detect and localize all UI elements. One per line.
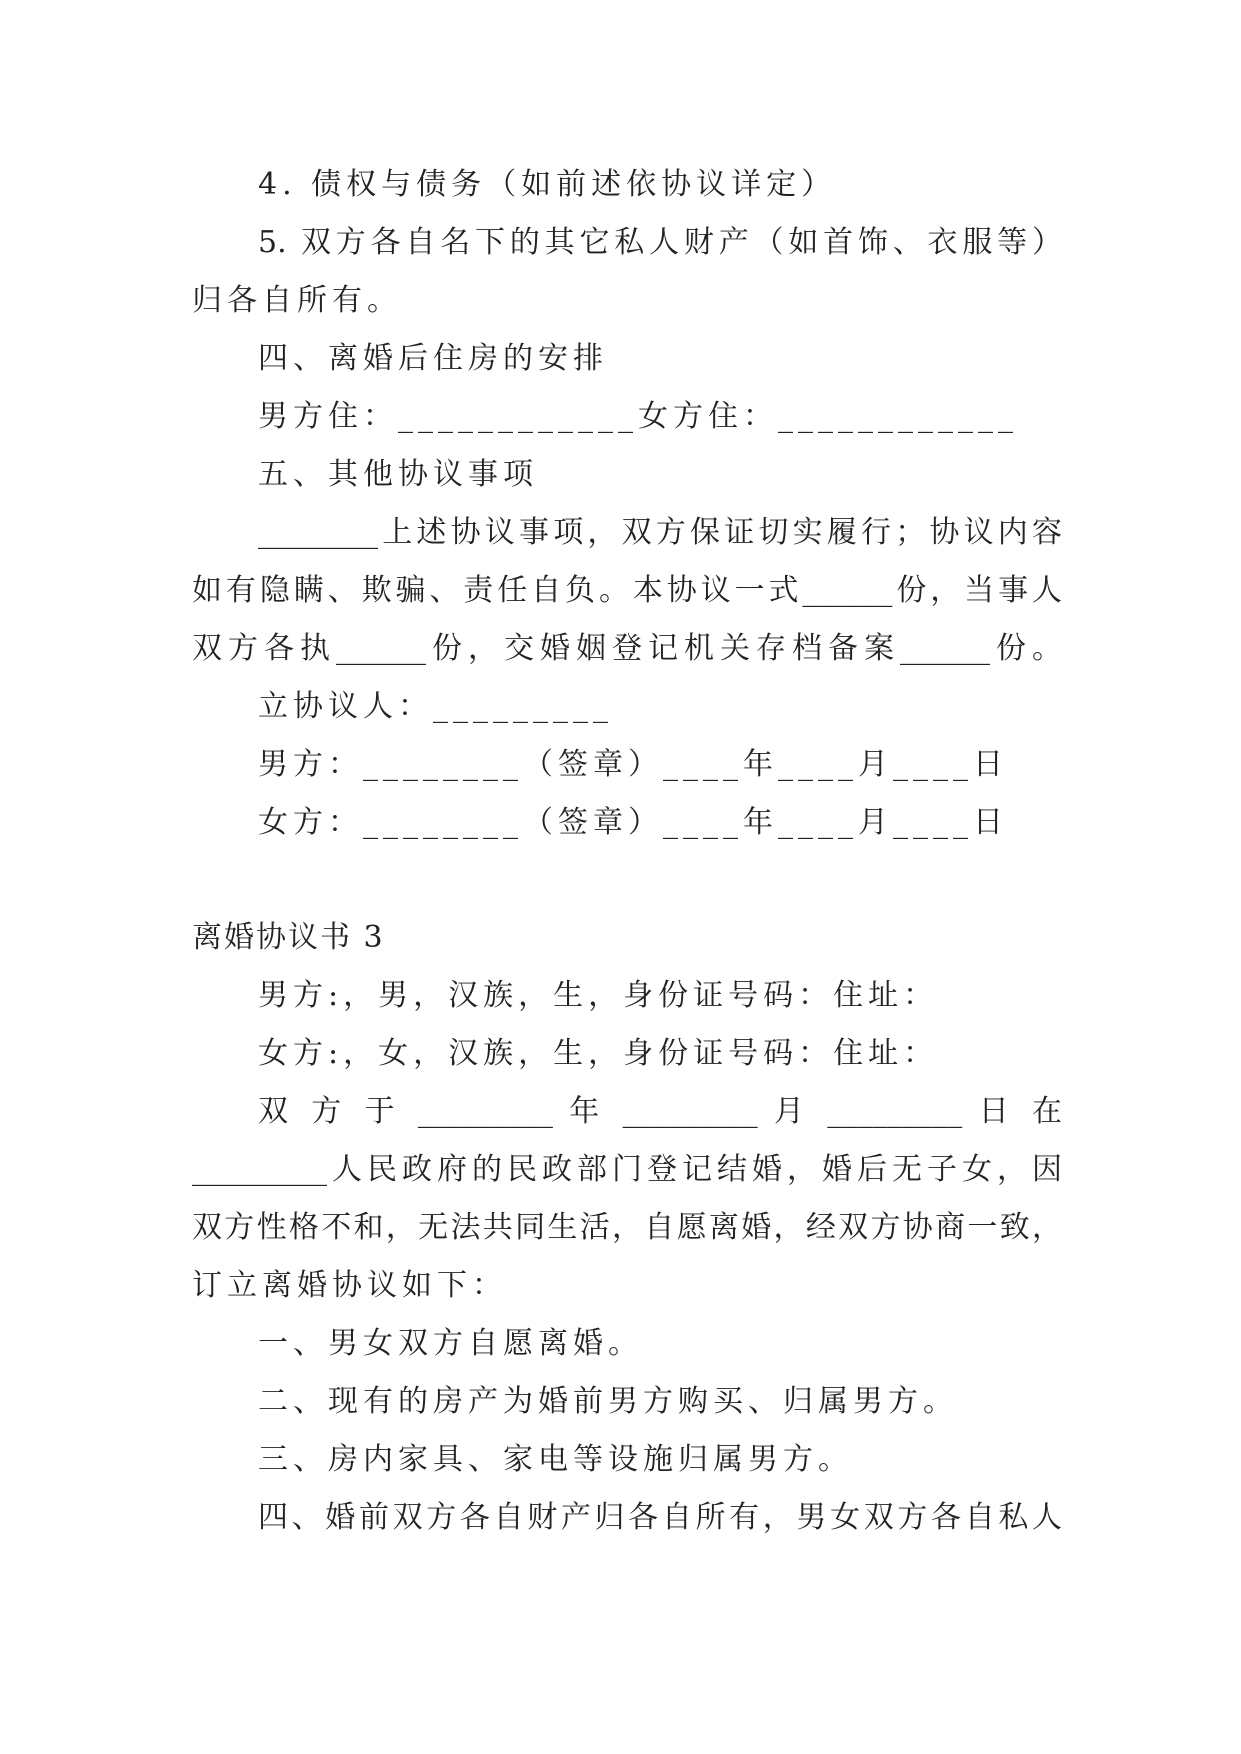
clause-four: 四、婚前双方各自财产归各自所有，男女双方各自私人: [258, 1500, 1062, 1535]
housing-section-heading: 四、离婚后住房的安排: [258, 341, 608, 376]
clause-two: 二、现有的房产为婚前男方购买、归属男方。: [258, 1384, 958, 1419]
clause-three: 三、房内家具、家电等设施归属男方。: [258, 1442, 853, 1477]
male-party-info: 男方:，男，汉族，生，身份证号码：住址：: [258, 978, 939, 1013]
other-matters-paragraph-line-3: 双方各执______份，交婚姻登记机关存档备案______份。: [192, 631, 1062, 666]
signatories-line: 立协议人：_________: [258, 689, 613, 724]
female-signature-line: 女方：________（签章）____年____月____日: [258, 805, 1008, 840]
marriage-registration-line-4: 订立离婚协议如下：: [192, 1268, 507, 1303]
private-property-clause: 5. 双方各自名下的其它私人财产（如首饰、衣服等）: [258, 225, 1062, 260]
clause-one: 一、男女双方自愿离婚。: [258, 1326, 643, 1361]
marriage-registration-line: 双 方 于 _________ 年 _________ 月 _________ 日 在: [258, 1094, 1062, 1129]
private-property-clause-continued: 归各自所有。: [192, 283, 402, 318]
marriage-registration-line-2: _________人民政府的民政部门登记结婚，婚后无子女，因: [192, 1152, 1062, 1187]
marriage-registration-line-3: 双方性格不和，无法共同生活，自愿离婚，经双方协商一致，: [192, 1210, 1062, 1245]
agreement-title: 离婚协议书 3: [192, 920, 385, 955]
other-matters-paragraph-line-2: 如有隐瞒、欺骗、责任自负。本协议一式______份，当事人: [192, 573, 1062, 608]
male-signature-line: 男方：________（签章）____年____月____日: [258, 747, 1008, 782]
other-matters-paragraph: ________上述协议事项，双方保证切实履行；协议内容: [258, 515, 1062, 550]
debt-clause: 4. 债权与债务（如前述依协议详定）: [258, 167, 837, 202]
female-party-info: 女方:，女，汉族，生，身份证号码：住址：: [258, 1036, 939, 1071]
housing-residence-line: 男方住：____________女方住：____________: [258, 399, 1018, 434]
other-matters-heading: 五、其他协议事项: [258, 457, 538, 492]
